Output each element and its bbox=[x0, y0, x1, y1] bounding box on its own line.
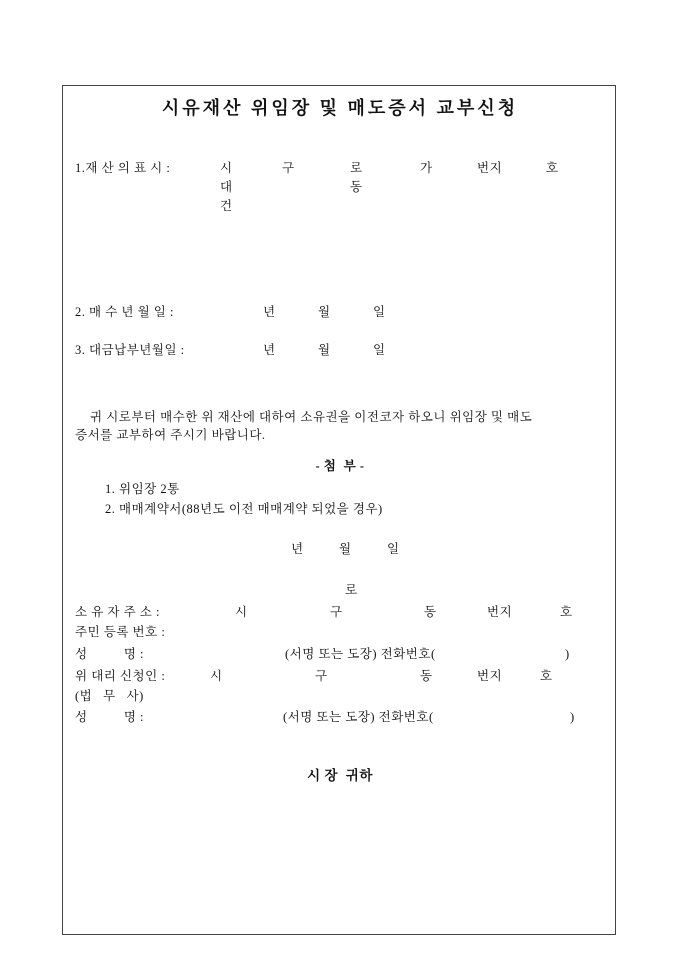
date-year: 년 bbox=[291, 542, 304, 556]
purchase-day: 일 bbox=[373, 305, 386, 319]
owner-name-label: 성 명 : bbox=[75, 647, 144, 661]
purchase-year: 년 bbox=[263, 305, 276, 319]
owner-beonji: 번지 bbox=[487, 605, 513, 619]
date-day: 일 bbox=[387, 542, 400, 556]
purchase-date-label: 2. 매 수 년 월 일 : bbox=[75, 305, 174, 319]
proxy-gu: 구 bbox=[315, 669, 328, 683]
payment-day: 일 bbox=[373, 343, 386, 357]
proxy-dong: 동 bbox=[420, 669, 433, 683]
payment-month: 월 bbox=[318, 343, 331, 357]
property-ro: 로 bbox=[350, 161, 363, 175]
owner-si: 시 bbox=[235, 605, 248, 619]
owner-gu: 구 bbox=[330, 605, 343, 619]
property-label: 1.재 산 의 표 시 : bbox=[75, 161, 171, 175]
resident-number-label: 주민 등록 번호 : bbox=[75, 625, 166, 639]
payment-year: 년 bbox=[263, 343, 276, 357]
property-dong: 동 bbox=[350, 180, 363, 194]
body-line-1: 귀 시로부터 매수한 위 재산에 대하여 소유권을 이전코자 하오니 위임장 및 매도 bbox=[90, 410, 533, 424]
proxy-name-label: 성 명 : bbox=[75, 710, 144, 724]
proxy-label: 위 대리 신청인 : bbox=[75, 669, 166, 683]
property-si: 시 bbox=[220, 161, 233, 175]
property-beonji: 번지 bbox=[477, 161, 503, 175]
attachment-item-1: 1. 위임장 2통 bbox=[105, 482, 180, 496]
owner-address-label: 소 유 자 주 소 : bbox=[75, 605, 160, 619]
property-ho: 호 bbox=[546, 161, 559, 175]
proxy-si: 시 bbox=[210, 669, 223, 683]
beopmusa-label: (법 무 사) bbox=[75, 689, 144, 703]
property-dae: 대 bbox=[220, 180, 233, 194]
date-month: 월 bbox=[339, 542, 352, 556]
owner-name-close: ) bbox=[565, 647, 570, 661]
signature-ro: 로 bbox=[345, 583, 358, 597]
form-title: 시유재산 위임장 및 매도증서 교부신청 bbox=[161, 98, 519, 118]
owner-dong: 동 bbox=[424, 605, 437, 619]
proxy-ho: 호 bbox=[540, 669, 553, 683]
proxy-beonji: 번지 bbox=[477, 669, 503, 683]
property-geon: 건 bbox=[220, 199, 233, 213]
property-ga: 가 bbox=[420, 161, 433, 175]
payment-date-label: 3. 대금납부년월일 : bbox=[75, 343, 185, 357]
attachment-item-2: 2. 매매계약서(88년도 이전 매매계약 되었을 경우) bbox=[105, 502, 383, 516]
property-gu: 구 bbox=[282, 161, 295, 175]
recipient-label: 시 장 귀하 bbox=[307, 768, 373, 783]
proxy-name-suffix: (서명 또는 도장) 전화번호( bbox=[283, 710, 434, 724]
owner-ho: 호 bbox=[560, 605, 573, 619]
owner-name-suffix: (서명 또는 도장) 전화번호( bbox=[285, 647, 436, 661]
attachments-header: - 첨 부 - bbox=[315, 459, 365, 473]
purchase-month: 월 bbox=[318, 305, 331, 319]
proxy-name-close: ) bbox=[570, 710, 575, 724]
body-line-2: 증서를 교부하여 주시기 바랍니다. bbox=[75, 428, 266, 442]
